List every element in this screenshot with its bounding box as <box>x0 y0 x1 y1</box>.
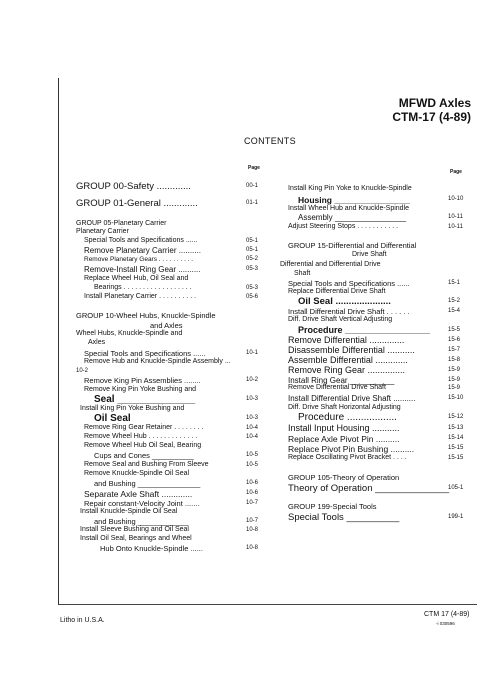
toc-entry-page: 01-1 <box>246 199 259 206</box>
toc-entry-page: 15-8 <box>448 356 461 363</box>
toc-entry-title: Special Tools and Specifications ...... <box>84 237 198 244</box>
toc-entry-title: Bearings . . . . . . . . . . . . . . . . . . <box>94 284 192 291</box>
toc-entry-title: Cups and Cones __________ <box>94 451 194 460</box>
toc-entry-title: Remove-Install Ring Gear .......... <box>84 265 201 274</box>
toc-entry-title: Remove Planetary Gears . . . . . . . . . . <box>84 256 194 263</box>
manual-number: CTM-17 (4-89) <box>392 110 471 124</box>
toc-entry-page: 10-10 <box>448 196 464 203</box>
toc-entry-page: 15-13 <box>448 424 464 431</box>
toc-entry-title: Remove King Pin Yoke Bushing and <box>84 386 197 393</box>
footer-manual-number: CTM 17 (4-89) <box>424 611 470 618</box>
toc-entry-title: Diff. Drive Shaft Vertical Adjusting <box>288 316 393 323</box>
toc-entry-title: Replace Pivot Pin Bushing .......... <box>288 444 415 454</box>
toc-entry-title: Install Oil Seal, Bearings and Wheel <box>80 535 192 542</box>
toc-entry-title: Oil Seal ..................... <box>298 296 391 307</box>
toc-entry-page: 10-7 <box>246 517 259 524</box>
toc-entry-title: Replace Oscillating Pivot Bracket . . . . <box>288 454 407 461</box>
toc-entry-page: 15-12 <box>448 414 464 420</box>
toc-entry-title: Special Tools and Specifications ...... <box>84 349 206 358</box>
toc-entry-page: 15-15 <box>448 454 464 461</box>
toc-entry-title: Planetary Carrier <box>76 228 129 235</box>
toc-entry-page: 15-9 <box>448 366 461 373</box>
toc-entry <box>288 223 470 235</box>
toc-entry-title: Assembly ________________ <box>298 213 407 222</box>
toc-entry-page: 15-10 <box>448 395 464 401</box>
toc-entry-title: and Bushing ____________ <box>94 517 188 526</box>
toc-entry-title: Remove King Pin Assemblies ........ <box>84 376 201 385</box>
toc-entry-page: 15-9 <box>448 384 461 391</box>
toc-entry-page: 05-3 <box>246 266 259 272</box>
toc-entry-title: GROUP 15-Differential and Differential <box>288 241 417 250</box>
toc-entry-page: 15-7 <box>448 346 461 353</box>
toc-entry-page: 15-14 <box>448 435 464 442</box>
toc-entry-page: 10-5 <box>246 461 259 468</box>
toc-entry-title: GROUP 10-Wheel Hubs, Knuckle-Spindle <box>76 311 216 320</box>
toc-entry-title: Install Sleeve Bushing and Oil Seal <box>80 526 189 533</box>
toc-entry <box>288 454 470 466</box>
toc-entry-title: Remove Differential Drive Shaft <box>288 384 386 391</box>
toc-entry-page: 05-6 <box>246 293 259 300</box>
toc-entry-title: Assemble Differential ............. <box>288 355 408 365</box>
toc-entry-page: 05-1 <box>246 237 259 244</box>
toc-entry-title: Remove Wheel Hub . . . . . . . . . . . . . <box>84 433 198 440</box>
toc-entry-title: Install King Pin Yoke to Knuckle-Spindle <box>288 185 412 192</box>
toc-entry-title: Remove Differential .............. <box>288 335 405 345</box>
manual-title: MFWD Axles <box>398 96 471 110</box>
toc-entry <box>76 293 266 305</box>
toc-entry-page: 15-15 <box>448 445 464 452</box>
toc-entry-page: 10-5 <box>246 451 259 458</box>
toc-entry-page: 05-2 <box>246 256 259 263</box>
toc-entry-title: Procedure .................. <box>298 412 397 423</box>
toc-entry-title: Housing ________________ <box>298 195 410 205</box>
toc-entry-title: Replace Differential Drive Shaft <box>288 288 386 295</box>
toc-entry-page: 15-2 <box>448 297 461 304</box>
toc-entry-title: Special Tools __________ <box>288 512 400 523</box>
toc-entry-page: 10-2 <box>246 376 259 383</box>
toc-entry-title: Install Differential Drive Shaft .......... <box>288 394 416 403</box>
toc-entry-title: GROUP 199-Special Tools <box>288 502 377 511</box>
toc-entry-page: 105-1 <box>448 484 464 491</box>
footer-litho: Litho in U.S.A. <box>60 617 105 624</box>
toc-entry-page: 10-8 <box>246 526 259 533</box>
toc-entry <box>76 198 266 210</box>
toc-entry-title: Shaft <box>294 270 311 277</box>
toc-entry-title: Theory of Operation ______________ <box>288 483 450 494</box>
toc-entry-title: Install King Pin Yoke Bushing and <box>80 405 185 412</box>
toc-entry-title: Install Planetary Carrier . . . . . . . . . . <box>84 293 197 300</box>
toc-entry-title: 10-2 <box>76 368 89 374</box>
toc-entry <box>76 544 266 556</box>
toc-entry-title: Repair constant-Velocity Joint ....... <box>84 499 200 508</box>
toc-entry-title: Install Wheel Hub and Knuckle-Spindle <box>288 205 410 212</box>
toc-entry-page: 10-6 <box>246 479 259 486</box>
toc-entry-title: Replace Wheel Hub, Oil Seal and <box>84 275 189 282</box>
toc-entry-page: 15-4 <box>448 307 461 314</box>
toc-entry-page: 199-1 <box>448 513 464 520</box>
toc-entry-page: 10-7 <box>246 499 259 506</box>
contents-heading: CONTENTS <box>244 136 296 146</box>
toc-entry-page: 10-1 <box>246 349 259 356</box>
toc-entry-title: Remove Knuckle-Spindle Oil Seal <box>84 470 190 477</box>
toc-entry-title: and Axles <box>150 321 183 330</box>
toc-entry-title: and Bushing _______________ <box>94 479 201 488</box>
toc-entry <box>288 512 470 524</box>
toc-entry-title: Remove Ring Gear Retainer . . . . . . . . <box>84 424 204 431</box>
page-column-label-right: Page <box>450 169 462 175</box>
toc-entry-page: 15-6 <box>448 336 461 343</box>
toc-entry-title: Remove Wheel Hub Oil Seal, Bearing <box>84 442 202 449</box>
toc-entry-page: 15-9 <box>448 377 461 383</box>
toc-entry-page: 10-3 <box>246 415 259 421</box>
toc-left-column <box>76 0 266 695</box>
toc-entry-page: 00-1 <box>246 182 259 189</box>
toc-entry-title: Remove Hub and Knuckle-Spindle Assembly ... <box>84 358 231 365</box>
toc-entry-title: Procedure _________________ <box>298 325 431 335</box>
toc-entry-title: Install Ring Gear __________ <box>288 376 395 385</box>
toc-entry-page: 10-6 <box>246 490 259 497</box>
toc-entry <box>288 483 470 495</box>
toc-entry-page: 05-1 <box>246 247 259 253</box>
toc-entry-title: Oil Seal <box>94 413 131 424</box>
toc-entry-title: GROUP 105-Theory of Operation <box>288 473 400 482</box>
toc-entry-title: Disassemble Differential ........... <box>288 345 415 355</box>
toc-entry-title: Drive Shaft <box>352 251 387 258</box>
toc-entry-title: Wheel Hubs, Knuckle-Spindle and <box>76 330 183 337</box>
toc-entry <box>76 181 266 193</box>
toc-entry-title: Install Differential Drive Shaft . . . . . . <box>288 307 410 316</box>
toc-entry-page: 10-11 <box>448 223 463 230</box>
toc-entry-title: Replace Axle Pivot Pin .......... <box>288 434 400 444</box>
toc-entry-title: Adjust Steering Stops . . . . . . . . . . . <box>288 223 399 230</box>
footer-code: -i 030596 <box>436 621 455 626</box>
toc-entry-page: 15-1 <box>448 279 461 286</box>
toc-entry-page: 15-5 <box>448 326 461 333</box>
toc-entry-page: 10-8 <box>246 544 259 551</box>
toc-entry-title: Remove Seal and Bushing From Sleeve <box>84 461 209 468</box>
page-column-label-left: Page <box>248 165 260 171</box>
toc-entry-title: GROUP 05-Planetary Carrier <box>76 220 167 227</box>
toc-entry-page: 10-4 <box>246 424 259 431</box>
toc-right-column <box>280 0 470 695</box>
toc-entry-title: Special Tools and Specifications ...... <box>288 279 410 288</box>
toc-entry-title: Diff. Drive Shaft Horizontal Adjusting <box>288 404 401 411</box>
toc-entry-page: 10-3 <box>246 396 259 402</box>
toc-entry-title: Install Knuckle-Spindle Oil Seal <box>80 508 178 515</box>
toc-entry-title: Remove Planetary Carrier .......... <box>84 246 201 255</box>
toc-entry-page: 10-4 <box>246 433 259 440</box>
toc-entry-title: Hub Onto Knuckle-Spindle ...... <box>100 544 203 553</box>
toc-entry-title: GROUP 00-Safety ............. <box>76 181 191 192</box>
toc-entry-title: Install Input Housing ........... <box>288 423 400 433</box>
toc-entry-title: Seal ______________ <box>94 394 196 405</box>
toc-entry-title: Remove Ring Gear ............... <box>288 365 406 375</box>
toc-entry-title: Differential and Differential Drive <box>280 261 381 268</box>
toc-entry-title: Separate Axle Shaft ............. <box>84 489 193 499</box>
toc-entry-title: GROUP 01-General ............. <box>76 198 198 209</box>
toc-entry-page: 10-11 <box>448 214 463 220</box>
toc-entry-page: 05-3 <box>246 284 259 291</box>
toc-entry-title: Axles <box>88 339 106 346</box>
